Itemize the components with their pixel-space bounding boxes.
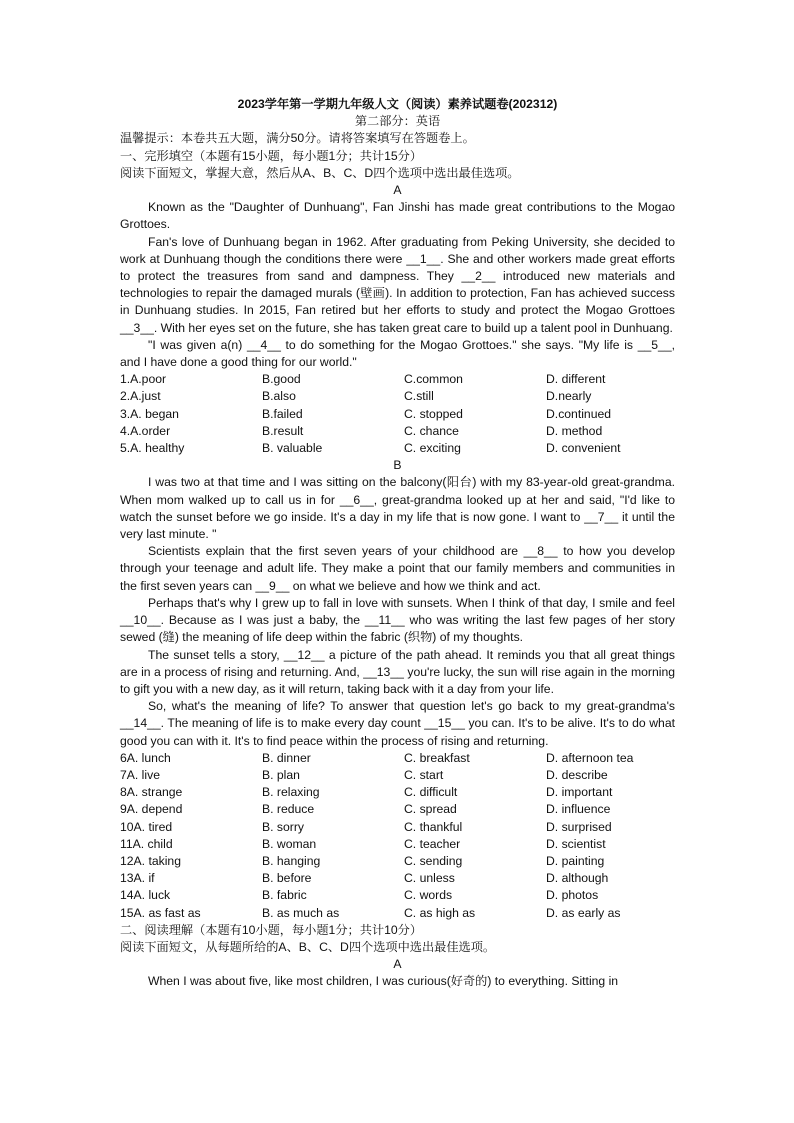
option-b: B. plan <box>262 767 300 782</box>
option-a: 1.A.poor <box>120 372 167 387</box>
option-row-2 <box>120 388 675 405</box>
option-row-12 <box>120 853 675 870</box>
option-b: B. hanging <box>262 853 321 868</box>
option-c: C.still <box>404 389 434 404</box>
option-a: 14A. luck <box>120 888 171 903</box>
option-b: B.good <box>262 372 301 387</box>
option-c: C. chance <box>404 423 459 438</box>
option-c: C. exciting <box>404 441 461 456</box>
option-d: D. scientist <box>546 836 606 851</box>
passage-b-options <box>120 750 675 922</box>
option-b: B. woman <box>262 836 317 851</box>
option-c: C. words <box>404 888 453 903</box>
option-a: 7A. live <box>120 767 160 782</box>
passage-a-paragraph-3: "I was given a(n) __4__ to do something for the Mogao Grottoes." she says. "My life is __5__, and I have done a good thing for our world." <box>120 337 675 370</box>
passage-b-label: B <box>393 458 402 473</box>
option-d: D. different <box>546 372 606 387</box>
option-b: B. sorry <box>262 819 304 834</box>
option-c: C. thankful <box>404 819 463 834</box>
exam-title: 2023学年第一学期九年级人文（阅读）素养试题卷(202312) <box>237 97 558 111</box>
option-row-4 <box>120 423 675 440</box>
option-row-3 <box>120 406 675 423</box>
option-c: C. spread <box>404 802 457 817</box>
option-d: D. afternoon tea <box>546 750 634 765</box>
option-d: D.nearly <box>546 389 592 404</box>
option-row-11 <box>120 836 675 853</box>
option-d: D. describe <box>546 767 608 782</box>
option-b: B. reduce <box>262 802 315 817</box>
section2-heading: 二、阅读理解（本题有10小题，每小题1分；共计10分） <box>120 922 423 937</box>
option-d: D. important <box>546 785 613 800</box>
option-c: C. difficult <box>404 785 458 800</box>
passage-b-paragraph-3: Perhaps that's why I grew up to fall in love with sunsets. When I think of that day, I smile and feel __10__. Because as I was just a baby, the __11__ who was writing the last few pages of her story sewed (缝) the meaning of life deep within the fabric (织物) of my thoughts. <box>120 595 675 645</box>
section1-heading: 一、完形填空（本题有15小题，每小题1分；共计15分） <box>120 148 423 163</box>
option-a: 6A. lunch <box>120 750 171 765</box>
option-row-10 <box>120 819 675 836</box>
option-c: C. teacher <box>404 836 461 851</box>
option-row-1 <box>120 371 675 388</box>
option-c: C.common <box>404 372 463 387</box>
passage-a-label: A <box>393 183 402 198</box>
option-b: B. before <box>262 871 312 886</box>
option-row-9 <box>120 801 675 818</box>
option-row-6 <box>120 750 675 767</box>
option-row-7 <box>120 767 675 784</box>
option-a: 12A. taking <box>120 853 181 868</box>
passage-b-paragraph-1: I was two at that time and I was sitting on the balcony(阳台) with my 83-year-old great-grandma. When mom walked up to call us in for __6__, great-grandma looked up at her and said, "I'd like to watch the sunset before we go inside. It's a day in my life that is now gone. I want to __7__ it until the very last minute. " <box>120 475 675 542</box>
option-d: D. surprised <box>546 819 612 834</box>
passage-a-paragraph-1: Known as the "Daughter of Dunhuang", Fan Jinshi has made great contributions to the Mogao Grottoes. <box>120 200 675 232</box>
passage-b-paragraph-2: Scientists explain that the first seven years of your childhood are __8__ to how you develop through your teenage and adult life. They make a point that our family members and communities in the first seven years can __9__ on what we believe and how we think and act. <box>120 544 675 593</box>
option-a: 15A. as fast as <box>120 905 201 920</box>
option-c: C. stopped <box>404 406 463 421</box>
option-row-14 <box>120 887 675 904</box>
option-c: C. unless <box>404 871 455 886</box>
passage-b-paragraph-5: So, what's the meaning of life? To answer that question let's go back to my great-grandma's __14__. The meaning of life is to make every day count __15__ you can. It's to be alive. It's to do what good you can with it. It's to find peace within the process of rising and returning. <box>120 699 675 748</box>
section2-passage-a-label: A <box>393 957 402 972</box>
section1-instruction: 阅读下面短文，掌握大意，然后从A、B、C、D四个选项中选出最佳选项。 <box>120 165 520 180</box>
option-a: 9A. depend <box>120 802 183 817</box>
option-a: 2.A.just <box>120 389 161 404</box>
option-b: B. valuable <box>262 441 323 456</box>
section2-passage-a-paragraph-1: When I was about five, like most children, I was curious(好奇的) to everything. Sitting in <box>148 974 619 989</box>
option-b: B. fabric <box>262 888 307 903</box>
option-b: B.result <box>262 423 304 438</box>
passage-b-paragraph-4: The sunset tells a story, __12__ a picture of the path ahead. It reminds you that all great things are in a process of rising and returning. And, __13__ you're lucky, the sun will rise again in the morning to gift you with a new day, as it will return, taking back with it a day from your life. <box>120 647 675 696</box>
option-b: B. relaxing <box>262 785 320 800</box>
option-row-5 <box>120 440 675 457</box>
option-c: C. sending <box>404 853 463 868</box>
option-d: D. method <box>546 423 603 438</box>
option-a: 5.A. healthy <box>120 441 185 456</box>
option-d: D. although <box>546 871 609 886</box>
option-d: D. influence <box>546 802 611 817</box>
passage-a-paragraph-2: Fan's love of Dunhuang began in 1962. After graduating from Peking University, she decided to work at Dunhuang though the conditions there were __1__. She and other workers made great efforts to protect the treasures from sand and dampness. They __2__ introduced new materials and technologies to repair the damaged murals (壁画). In addition to protection, Fan has achieved success in Dunhuang studies. In 2015, Fan retired but her efforts to study and protect the Mogao Grottoes __3__. With her eyes set on the future, she has taken great care to build up a talent pool in Dunhuang. <box>120 234 675 335</box>
exam-page <box>120 96 675 991</box>
option-c: C. start <box>404 767 444 782</box>
option-b: B.also <box>262 389 296 404</box>
passage-a-options <box>120 371 675 457</box>
exam-tip: 温馨提示：本卷共五大题，满分50分。请将答案填写在答题卷上。 <box>120 131 475 146</box>
option-d: D. convenient <box>546 441 621 456</box>
option-b: B.failed <box>262 406 303 421</box>
option-row-13 <box>120 870 675 887</box>
option-d: D. as early as <box>546 905 621 920</box>
section2-instruction: 阅读下面短文，从每题所给的A、B、C、D四个选项中选出最佳选项。 <box>120 939 496 954</box>
option-b: B. dinner <box>262 750 311 765</box>
option-row-8 <box>120 784 675 801</box>
exam-subtitle: 第二部分：英语 <box>354 114 441 129</box>
option-d: D. photos <box>546 888 599 903</box>
option-b: B. as much as <box>262 905 340 920</box>
option-a: 13A. if <box>120 871 155 886</box>
option-d: D.continued <box>546 406 612 421</box>
option-row-15 <box>120 905 675 922</box>
option-a: 4.A.order <box>120 423 171 438</box>
option-c: C. breakfast <box>404 750 470 765</box>
option-a: 8A. strange <box>120 785 183 800</box>
option-c: C. as high as <box>404 905 476 920</box>
option-a: 10A. tired <box>120 819 173 834</box>
option-a: 11A. child <box>120 836 173 851</box>
option-a: 3.A. began <box>120 406 179 421</box>
option-d: D. painting <box>546 853 605 868</box>
